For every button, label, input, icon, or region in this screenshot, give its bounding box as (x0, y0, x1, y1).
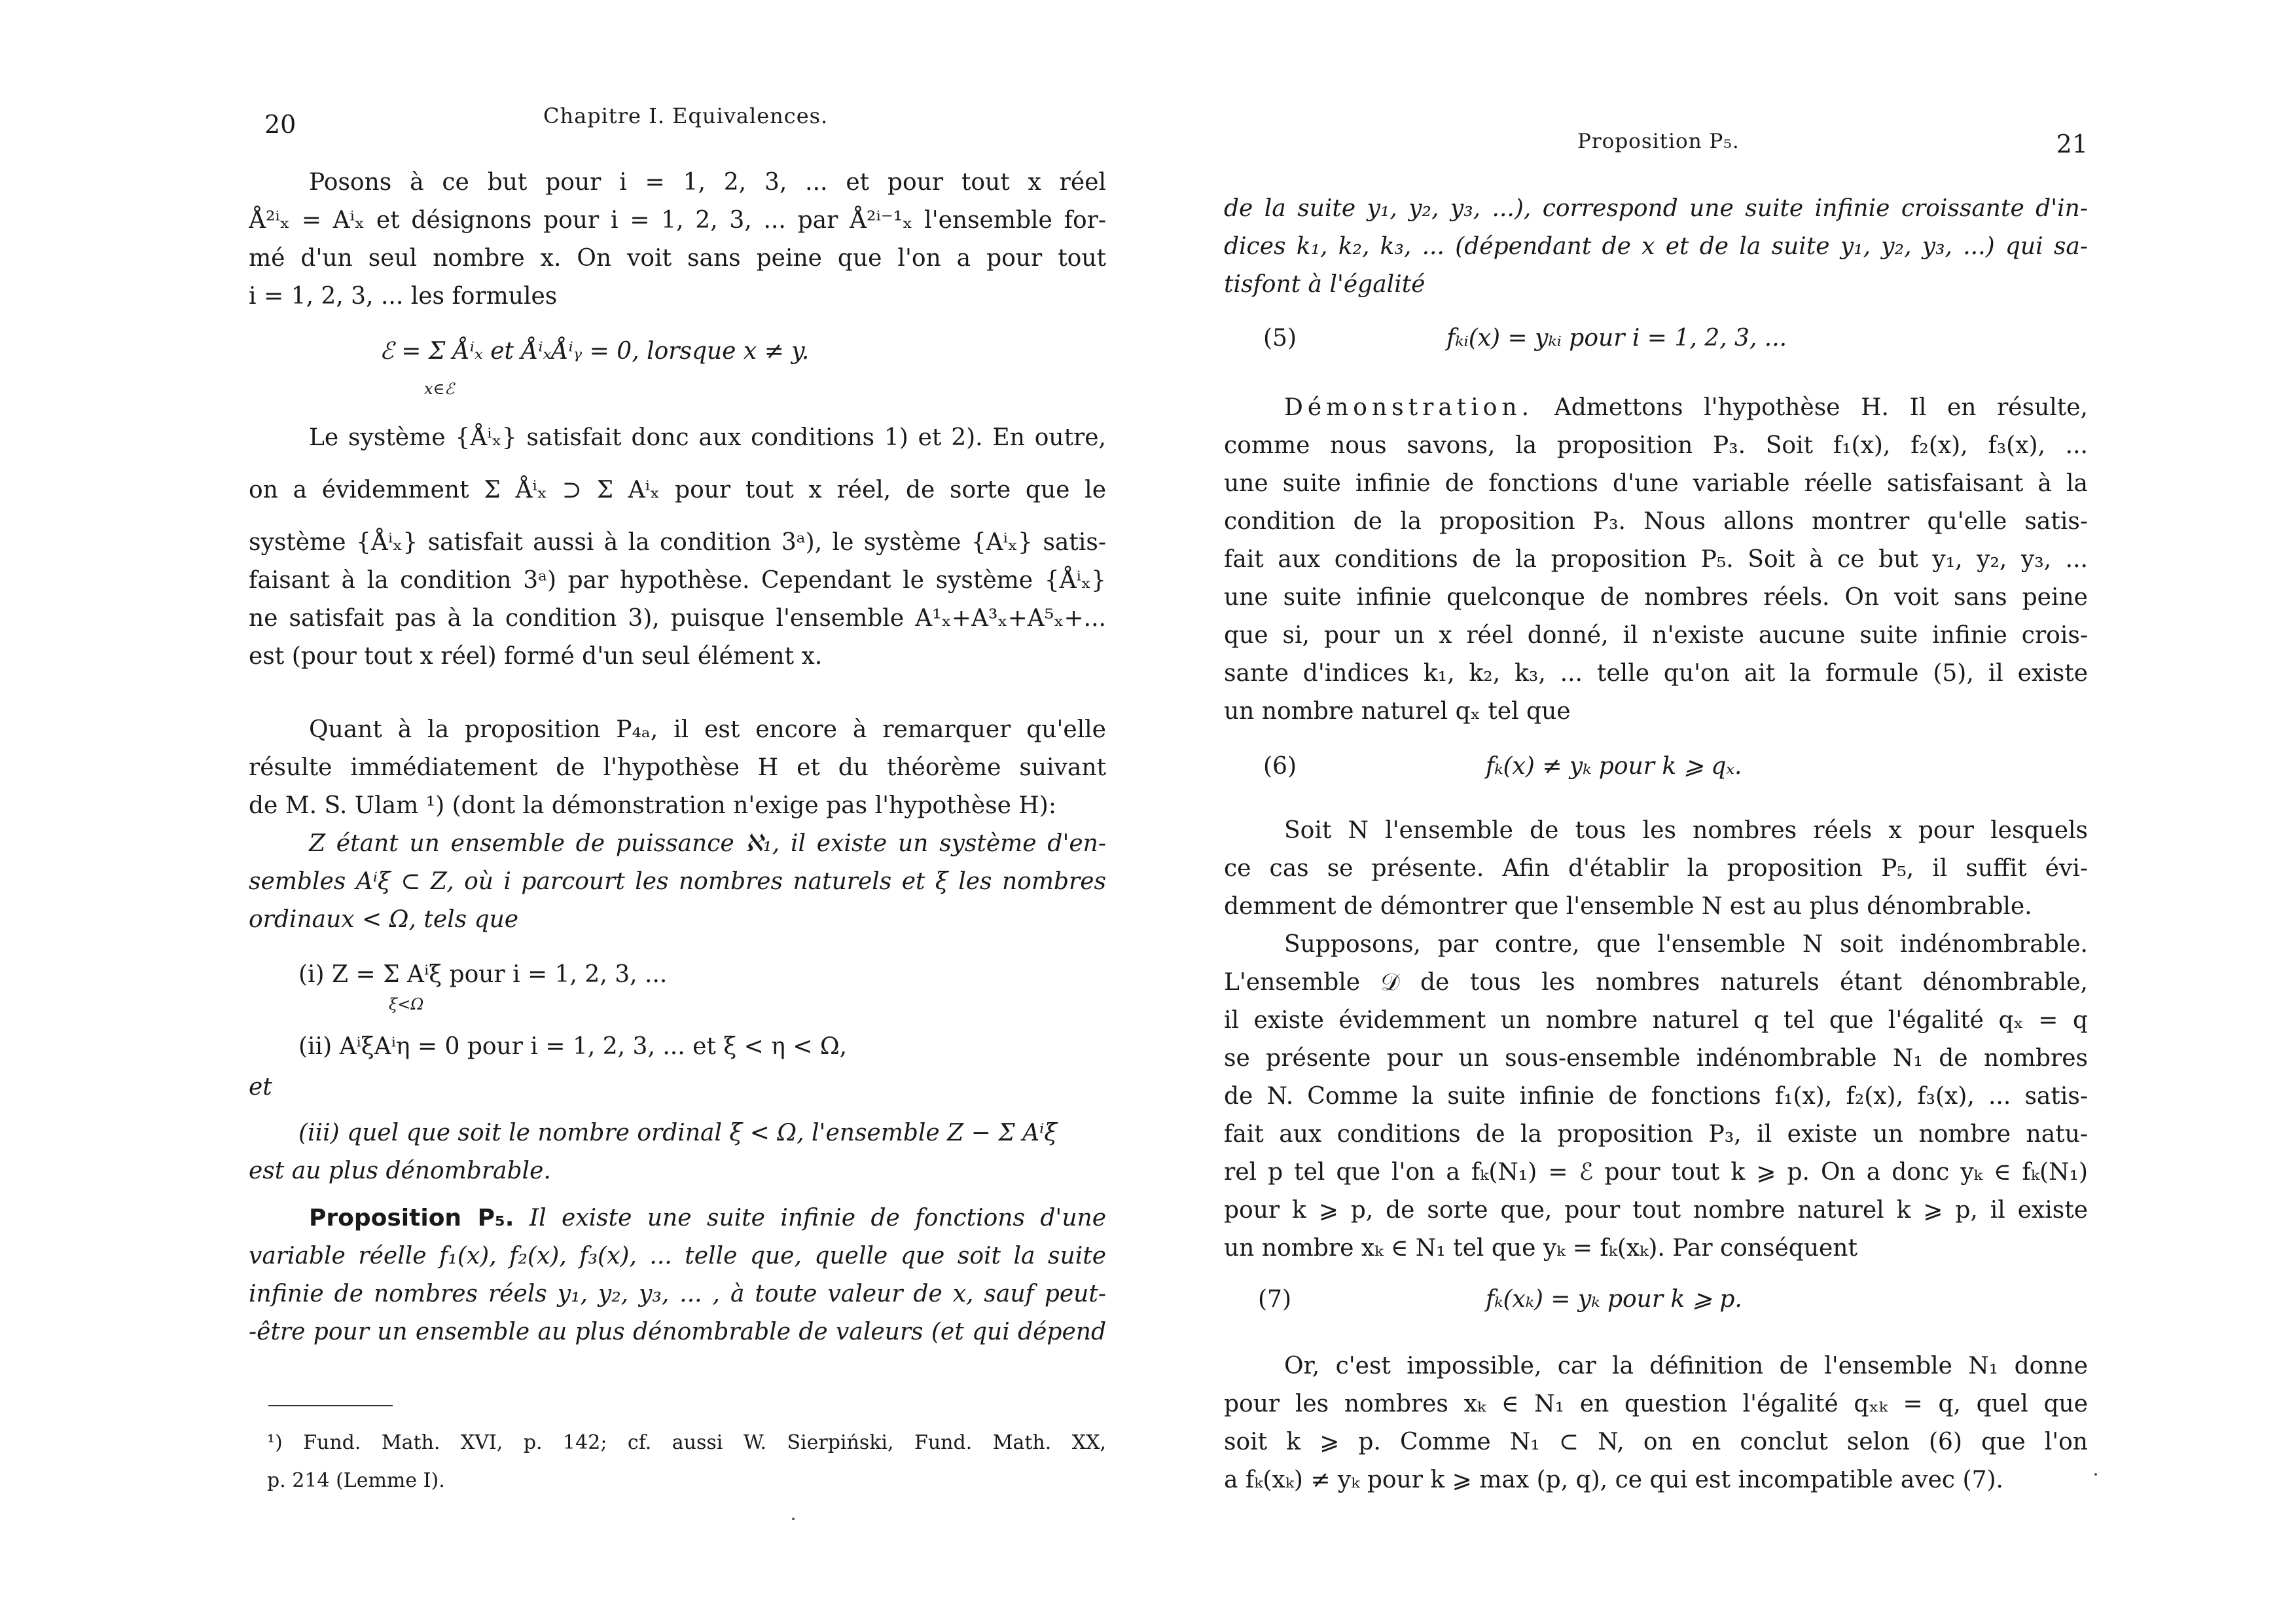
footnote (267, 1426, 1106, 1498)
text-line: pour les nombres xₖ ∈ N₁ en question l'égalité qₓₖ = q, quel que (1224, 1391, 2088, 1417)
theorem-item-ii: (ii) AⁱξAⁱη = 0 pour i = 1, 2, 3, ... et ξ < η < Ω, (298, 1033, 848, 1060)
text-line: se présente pour un sous-ensemble indénombrable N₁ de nombres (1224, 1045, 2088, 1072)
paragraph-systeme (249, 419, 1106, 676)
text-line: un nombre naturel qₓ tel que (1224, 698, 1571, 725)
text-line: a fₖ(xₖ) ≠ yₖ pour k ⩾ max (p, q), ce qui est incompatible avec (7). (1224, 1467, 2003, 1493)
text-line: tisfont à l'égalité (1224, 271, 1426, 298)
proposition-label: Proposition P₅. (309, 1205, 514, 1231)
eq6-number: (6) (1263, 753, 1297, 780)
footnote-line: p. 214 (Lemme I). (267, 1469, 445, 1492)
text-line: Supposons, par contre, que l'ensemble N soit indénombrable. (1284, 931, 2088, 958)
demonstration-label: Démonstration. (1284, 394, 1534, 421)
text-line: système {Åⁱₓ} satisfait aussi à la condition 3ᵃ), le système {Aⁱₓ} satis- (249, 529, 1106, 556)
formula-system: ℰ = Σ Åⁱₓ et ÅⁱₓÅⁱᵧ = 0, lorsque x ≠ y. (380, 338, 810, 365)
text-line: on a évidemment Σ Åⁱₓ ⊃ Σ Aⁱₓ pour tout x réel, de sorte que le (249, 477, 1106, 503)
text-line (249, 1199, 1106, 1237)
scan-speck (2094, 1473, 2097, 1476)
text-line: il existe évidemment un nombre naturel q tel que l'égalité qₓ = q (1224, 1007, 2088, 1034)
eq5: fₖᵢ(x) = yₖᵢ pour i = 1, 2, 3, ... (1446, 325, 1787, 352)
text-line (1224, 389, 2088, 427)
text-line: rel p tel que l'on a fₖ(N₁) = ℰ pour tout k ⩾ p. On a donc yₖ ∈ fₖ(N₁) (1224, 1159, 2088, 1186)
paragraph-soit-n (1224, 812, 2088, 926)
text-line: mé d'un seul nombre x. On voit sans peine que l'on a pour tout (249, 245, 1106, 272)
paragraph-supposons (1224, 926, 2088, 1267)
text-line: est (pour tout x réel) formé d'un seul élément x. (249, 643, 823, 670)
text-line: est au plus dénombrable. (249, 1158, 551, 1184)
paragraph-quant (249, 711, 1106, 825)
formula-subscript: x∈ℰ (424, 380, 454, 398)
right-page-number: 21 (2056, 130, 2088, 158)
eq7: fₖ(xₖ) = yₖ pour k ⩾ p. (1486, 1286, 1742, 1313)
text-line: pour k ⩾ p, de sorte que, pour tout nombre naturel k ⩾ p, il existe (1224, 1197, 2088, 1224)
eq6: fₖ(x) ≠ yₖ pour k ⩾ qₓ. (1486, 753, 1742, 780)
text-line: -être pour un ensemble au plus dénombrable de valeurs (et qui dépend (249, 1319, 1106, 1345)
text-line: fait aux conditions de la proposition P₃, il existe un nombre natu- (1224, 1121, 2088, 1148)
text-line: Or, c'est impossible, car la définition de l'ensemble N₁ donne (1284, 1353, 2088, 1379)
text-line: Posons à ce but pour i = 1, 2, 3, ... et pour tout x réel (309, 169, 1106, 196)
text-line: L'ensemble 𝒟 de tous les nombres naturels étant dénombrable, (1224, 969, 2088, 996)
text-line: variable réelle f₁(x), f₂(x), f₃(x), ... telle que, quelle que soit la suite (249, 1243, 1106, 1269)
text-line: Z étant un ensemble de puissance ℵ₁, il existe un système d'en- (309, 830, 1106, 857)
theorem-item-i: (i) Z = Σ Aⁱξ pour i = 1, 2, 3, ... (298, 961, 668, 988)
left-page-number: 20 (264, 110, 296, 139)
text-line: de la suite y₁, y₂, y₃, ...), correspond une suite infinie croissante d'in- (1224, 195, 2088, 222)
text-line: ordinaux < Ω, tels que (249, 906, 519, 933)
text-line: condition de la proposition P₃. Nous allons montrer qu'elle satis- (1224, 508, 2088, 535)
text-line: Å²ⁱₓ = Aⁱₓ et désignons pour i = 1, 2, 3, ... par Å²ⁱ⁻¹ₓ l'ensemble for- (249, 207, 1106, 234)
left-page (249, 0, 1106, 1623)
item-i-subscript: ξ<Ω (389, 995, 424, 1013)
text-line: infinie de nombres réels y₁, y₂, y₃, ... , à toute valeur de x, sauf peut- (249, 1281, 1106, 1307)
text-line: sembles Aⁱξ ⊂ Z, où i parcourt les nombres naturels et ξ les nombres (249, 868, 1106, 895)
text-line: comme nous savons, la proposition P₃. Soit f₁(x), f₂(x), f₃(x), ... (1224, 432, 2088, 459)
ulam-theorem (249, 825, 1106, 939)
text-line: de N. Comme la suite infinie de fonctions f₁(x), f₂(x), f₃(x), ... satis- (1224, 1083, 2088, 1110)
proposition-p5 (249, 1199, 1106, 1351)
eq5-number: (5) (1263, 325, 1297, 352)
text-line: Le système {Åⁱₓ} satisfait donc aux conditions 1) et 2). En outre, (309, 424, 1106, 451)
text-line: Soit N l'ensemble de tous les nombres réels x pour lesquels (1284, 817, 2088, 844)
paragraph-or (1224, 1347, 2088, 1499)
proposition-text: Il existe une suite infinie de fonctions d'une (529, 1205, 1106, 1231)
text-line: une suite infinie de fonctions d'une variable réelle satisfaisant à la (1224, 470, 2088, 497)
text-line: i = 1, 2, 3, ... les formules (249, 283, 558, 310)
text-line: une suite infinie quelconque de nombres réels. On voit sans peine (1224, 584, 2088, 611)
et-word: et (249, 1074, 272, 1101)
text-line: ne satisfait pas à la condition 3), puisque l'ensemble A¹ₓ+A³ₓ+A⁵ₓ+... (249, 605, 1106, 632)
left-running-head: Chapitre I. Equivalences. (543, 103, 829, 128)
demonstration-text: Admettons l'hypothèse H. Il en résulte, (1554, 394, 2088, 421)
text-line: un nombre xₖ ∈ N₁ tel que yₖ = fₖ(xₖ). Par conséquent (1224, 1235, 1857, 1262)
text-line: ce cas se présente. Afin d'établir la proposition P₅, il suffit évi- (1224, 855, 2088, 882)
text-line: de M. S. Ulam ¹) (dont la démonstration n'exige pas l'hypothèse H): (249, 792, 1056, 819)
demonstration (1224, 389, 2088, 731)
right-page (1224, 0, 2088, 1623)
text-line: sante d'indices k₁, k₂, k₃, ... telle qu'on ait la formule (5), il existe (1224, 660, 2088, 687)
text-line: soit k ⩾ p. Comme N₁ ⊂ N, on en conclut selon (6) que l'on (1224, 1429, 2088, 1455)
footnote-rule (268, 1405, 393, 1406)
proposition-continued (1224, 190, 2088, 304)
text-line: Quant à la proposition P₄ₐ, il est encore à remarquer qu'elle (309, 716, 1106, 743)
text-line: que si, pour un x réel donné, il n'existe aucune suite infinie crois- (1224, 622, 2088, 649)
text-line: (iii) quel que soit le nombre ordinal ξ < Ω, l'ensemble Z − Σ Aⁱξ (298, 1120, 1058, 1146)
text-line: fait aux conditions de la proposition P₅. Soit à ce but y₁, y₂, y₃, ... (1224, 546, 2088, 573)
text-line: résulte immédiatement de l'hypothèse H et du théorème suivant (249, 754, 1106, 781)
theorem-item-iii (249, 1114, 1106, 1190)
right-running-head: Proposition P₅. (1577, 130, 1740, 153)
eq7-number: (7) (1258, 1286, 1291, 1313)
text-line: dices k₁, k₂, k₃, ... (dépendant de x et de la suite y₁, y₂, y₃, ...) qui sa- (1224, 233, 2088, 260)
text-line: demment de démontrer que l'ensemble N est au plus dénombrable. (1224, 893, 2032, 920)
scan-speck (792, 1518, 795, 1520)
paragraph-posons (249, 164, 1106, 316)
footnote-line: ¹) Fund. Math. XVI, p. 142; cf. aussi W. Sierpiński, Fund. Math. XX, (267, 1431, 1106, 1454)
text-line: faisant à la condition 3ᵃ) par hypothèse. Cependant le système {Åⁱₓ} (249, 567, 1106, 594)
